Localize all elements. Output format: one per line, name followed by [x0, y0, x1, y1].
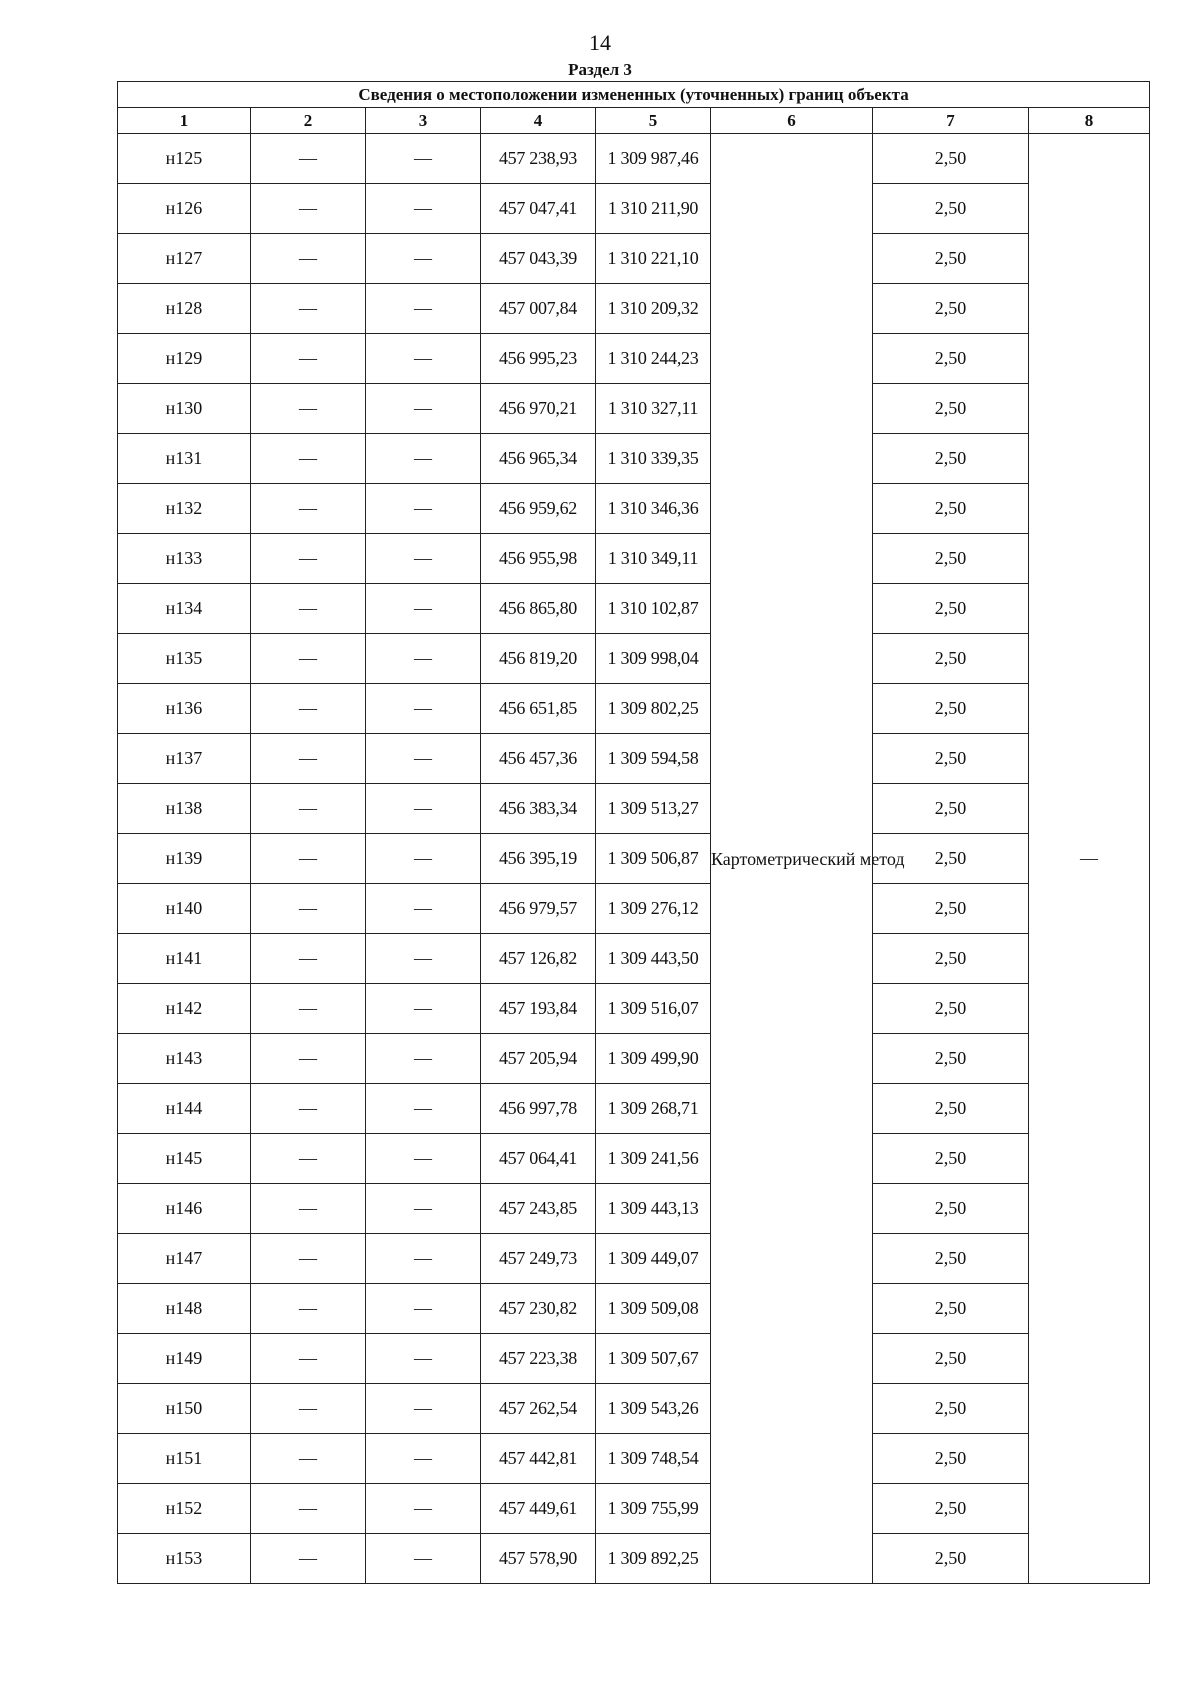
y-coordinate-cell: 1 309 748,54 [596, 1434, 711, 1484]
column-number-7: 7 [873, 108, 1029, 134]
point-cell: н144 [118, 1084, 251, 1134]
col2-cell: — [251, 734, 366, 784]
column-number-2: 2 [251, 108, 366, 134]
col3-cell: — [366, 1434, 481, 1484]
x-coordinate-cell: 457 578,90 [481, 1534, 596, 1584]
point-cell: н133 [118, 534, 251, 584]
point-cell: н139 [118, 834, 251, 884]
col2-cell: — [251, 1034, 366, 1084]
y-coordinate-cell: 1 309 268,71 [596, 1084, 711, 1134]
point-cell: н129 [118, 334, 251, 384]
y-coordinate-cell: 1 310 346,36 [596, 484, 711, 534]
x-coordinate-cell: 457 442,81 [481, 1434, 596, 1484]
col2-cell: — [251, 334, 366, 384]
column-number-1: 1 [118, 108, 251, 134]
x-coordinate-cell: 457 243,85 [481, 1184, 596, 1234]
table-row [118, 934, 1150, 984]
y-coordinate-cell: 1 310 327,11 [596, 384, 711, 434]
col3-cell: — [366, 284, 481, 334]
point-cell: н136 [118, 684, 251, 734]
y-coordinate-cell: 1 309 594,58 [596, 734, 711, 784]
x-coordinate-cell: 456 959,62 [481, 484, 596, 534]
point-cell: н125 [118, 134, 251, 184]
accuracy-cell: 2,50 [873, 184, 1029, 234]
x-coordinate-cell: 456 970,21 [481, 384, 596, 434]
table-row [118, 1434, 1150, 1484]
col3-cell: — [366, 734, 481, 784]
table-row [118, 834, 1150, 884]
point-cell: н132 [118, 484, 251, 534]
point-cell: н150 [118, 1384, 251, 1434]
table-row [118, 1484, 1150, 1534]
col2-cell: — [251, 784, 366, 834]
point-cell: н143 [118, 1034, 251, 1084]
section-title: Раздел 3 [568, 60, 632, 79]
col3-cell: — [366, 184, 481, 234]
col2-cell: — [251, 1184, 366, 1234]
x-coordinate-cell: 457 126,82 [481, 934, 596, 984]
col3-cell: — [366, 884, 481, 934]
y-coordinate-cell: 1 309 513,27 [596, 784, 711, 834]
table-row [118, 134, 1150, 184]
col2-cell: — [251, 134, 366, 184]
col3-cell: — [366, 134, 481, 184]
col3-cell: — [366, 1034, 481, 1084]
accuracy-cell: 2,50 [873, 734, 1029, 784]
col3-cell: — [366, 434, 481, 484]
table-row [118, 1184, 1150, 1234]
point-cell: н127 [118, 234, 251, 284]
col2-cell: — [251, 184, 366, 234]
point-cell: н130 [118, 384, 251, 434]
accuracy-cell: 2,50 [873, 284, 1029, 334]
x-coordinate-cell: 457 230,82 [481, 1284, 596, 1334]
x-coordinate-cell: 456 997,78 [481, 1084, 596, 1134]
table-row [118, 1384, 1150, 1434]
col2-cell: — [251, 834, 366, 884]
table-row [118, 234, 1150, 284]
col3-cell: — [366, 984, 481, 1034]
accuracy-cell: 2,50 [873, 1184, 1029, 1234]
col2-cell: — [251, 284, 366, 334]
col2-cell: — [251, 534, 366, 584]
accuracy-cell: 2,50 [873, 234, 1029, 284]
y-coordinate-cell: 1 309 443,50 [596, 934, 711, 984]
x-coordinate-cell: 456 395,19 [481, 834, 596, 884]
y-coordinate-cell: 1 310 244,23 [596, 334, 711, 384]
x-coordinate-cell: 457 205,94 [481, 1034, 596, 1084]
table-row [118, 1234, 1150, 1284]
x-coordinate-cell: 457 449,61 [481, 1484, 596, 1534]
col2-cell: — [251, 684, 366, 734]
x-coordinate-cell: 456 955,98 [481, 534, 596, 584]
col3-cell: — [366, 1084, 481, 1134]
col8-cell: — [1029, 134, 1150, 1584]
accuracy-cell: 2,50 [873, 484, 1029, 534]
y-coordinate-cell: 1 310 221,10 [596, 234, 711, 284]
table-row [118, 1534, 1150, 1584]
col2-cell: — [251, 434, 366, 484]
col3-cell: — [366, 684, 481, 734]
col3-cell: — [366, 234, 481, 284]
col2-cell: — [251, 934, 366, 984]
point-cell: н152 [118, 1484, 251, 1534]
point-cell: н142 [118, 984, 251, 1034]
y-coordinate-cell: 1 309 276,12 [596, 884, 711, 934]
y-coordinate-cell: 1 310 349,11 [596, 534, 711, 584]
col3-cell: — [366, 1234, 481, 1284]
x-coordinate-cell: 456 383,34 [481, 784, 596, 834]
accuracy-cell: 2,50 [873, 634, 1029, 684]
y-coordinate-cell: 1 310 209,32 [596, 284, 711, 334]
point-cell: н135 [118, 634, 251, 684]
col2-cell: — [251, 634, 366, 684]
column-number-8: 8 [1029, 108, 1150, 134]
point-cell: н141 [118, 934, 251, 984]
col3-cell: — [366, 1484, 481, 1534]
y-coordinate-cell: 1 309 443,13 [596, 1184, 711, 1234]
x-coordinate-cell: 457 007,84 [481, 284, 596, 334]
accuracy-cell: 2,50 [873, 1284, 1029, 1334]
point-cell: н128 [118, 284, 251, 334]
table-row [118, 434, 1150, 484]
x-coordinate-cell: 456 965,34 [481, 434, 596, 484]
col3-cell: — [366, 484, 481, 534]
col2-cell: — [251, 234, 366, 284]
x-coordinate-cell: 457 064,41 [481, 1134, 596, 1184]
x-coordinate-cell: 456 979,57 [481, 884, 596, 934]
column-number-5: 5 [596, 108, 711, 134]
accuracy-cell: 2,50 [873, 984, 1029, 1034]
point-cell: н131 [118, 434, 251, 484]
y-coordinate-cell: 1 310 102,87 [596, 584, 711, 634]
accuracy-cell: 2,50 [873, 534, 1029, 584]
col2-cell: — [251, 1234, 366, 1284]
y-coordinate-cell: 1 309 543,26 [596, 1384, 711, 1434]
col3-cell: — [366, 1384, 481, 1434]
col2-cell: — [251, 884, 366, 934]
accuracy-cell: 2,50 [873, 1534, 1029, 1584]
table-row [118, 584, 1150, 634]
accuracy-cell: 2,50 [873, 434, 1029, 484]
table-row [118, 384, 1150, 434]
table-row [118, 984, 1150, 1034]
y-coordinate-cell: 1 309 755,99 [596, 1484, 711, 1534]
point-cell: н145 [118, 1134, 251, 1184]
x-coordinate-cell: 456 651,85 [481, 684, 596, 734]
accuracy-cell: 2,50 [873, 1134, 1029, 1184]
col3-cell: — [366, 384, 481, 434]
accuracy-cell: 2,50 [873, 1034, 1029, 1084]
table-row [118, 1084, 1150, 1134]
accuracy-cell: 2,50 [873, 134, 1029, 184]
boundary-coordinates-table [117, 81, 1150, 1584]
col2-cell: — [251, 1534, 366, 1584]
column-number-3: 3 [366, 108, 481, 134]
col3-cell: — [366, 584, 481, 634]
col3-cell: — [366, 634, 481, 684]
col2-cell: — [251, 1434, 366, 1484]
y-coordinate-cell: 1 309 802,25 [596, 684, 711, 734]
page-number: 14 [589, 30, 611, 55]
x-coordinate-cell: 457 249,73 [481, 1234, 596, 1284]
col3-cell: — [366, 334, 481, 384]
accuracy-cell: 2,50 [873, 1234, 1029, 1284]
x-coordinate-cell: 456 457,36 [481, 734, 596, 784]
accuracy-cell: 2,50 [873, 384, 1029, 434]
col3-cell: — [366, 784, 481, 834]
col2-cell: — [251, 1284, 366, 1334]
y-coordinate-cell: 1 309 499,90 [596, 1034, 711, 1084]
column-number-row [118, 108, 1150, 134]
table-row [118, 334, 1150, 384]
point-cell: н153 [118, 1534, 251, 1584]
accuracy-cell: 2,50 [873, 784, 1029, 834]
accuracy-cell: 2,50 [873, 884, 1029, 934]
y-coordinate-cell: 1 309 507,67 [596, 1334, 711, 1384]
y-coordinate-cell: 1 309 987,46 [596, 134, 711, 184]
table-caption: Сведения о местоположении измененных (уточненных) границ объекта [118, 82, 1150, 108]
y-coordinate-cell: 1 309 516,07 [596, 984, 711, 1034]
x-coordinate-cell: 457 193,84 [481, 984, 596, 1034]
y-coordinate-cell: 1 310 339,35 [596, 434, 711, 484]
x-coordinate-cell: 457 223,38 [481, 1334, 596, 1384]
accuracy-cell: 2,50 [873, 1484, 1029, 1534]
y-coordinate-cell: 1 310 211,90 [596, 184, 711, 234]
table-row [118, 784, 1150, 834]
col3-cell: — [366, 1134, 481, 1184]
y-coordinate-cell: 1 309 241,56 [596, 1134, 711, 1184]
col3-cell: — [366, 1184, 481, 1234]
point-cell: н148 [118, 1284, 251, 1334]
table-row [118, 1334, 1150, 1384]
x-coordinate-cell: 457 047,41 [481, 184, 596, 234]
column-number-6: 6 [711, 108, 873, 134]
table-row [118, 684, 1150, 734]
x-coordinate-cell: 457 043,39 [481, 234, 596, 284]
col3-cell: — [366, 1284, 481, 1334]
table-row [118, 284, 1150, 334]
table-row [118, 884, 1150, 934]
point-cell: н137 [118, 734, 251, 784]
col2-cell: — [251, 384, 366, 434]
method-cell: Картометрический метод [711, 134, 873, 1584]
x-coordinate-cell: 456 819,20 [481, 634, 596, 684]
table-body [118, 134, 1150, 1584]
table-row [118, 734, 1150, 784]
accuracy-cell: 2,50 [873, 1384, 1029, 1434]
point-cell: н126 [118, 184, 251, 234]
y-coordinate-cell: 1 309 509,08 [596, 1284, 711, 1334]
accuracy-cell: 2,50 [873, 934, 1029, 984]
accuracy-cell: 2,50 [873, 1334, 1029, 1384]
point-cell: н147 [118, 1234, 251, 1284]
y-coordinate-cell: 1 309 449,07 [596, 1234, 711, 1284]
accuracy-cell: 2,50 [873, 834, 1029, 884]
accuracy-cell: 2,50 [873, 1434, 1029, 1484]
col3-cell: — [366, 834, 481, 884]
column-number-4: 4 [481, 108, 596, 134]
col3-cell: — [366, 534, 481, 584]
point-cell: н140 [118, 884, 251, 934]
accuracy-cell: 2,50 [873, 584, 1029, 634]
col2-cell: — [251, 584, 366, 634]
x-coordinate-cell: 457 238,93 [481, 134, 596, 184]
accuracy-cell: 2,50 [873, 684, 1029, 734]
col2-cell: — [251, 1084, 366, 1134]
y-coordinate-cell: 1 309 506,87 [596, 834, 711, 884]
col2-cell: — [251, 1334, 366, 1384]
col2-cell: — [251, 1484, 366, 1534]
table-row [118, 634, 1150, 684]
table-row [118, 184, 1150, 234]
y-coordinate-cell: 1 309 892,25 [596, 1534, 711, 1584]
accuracy-cell: 2,50 [873, 1084, 1029, 1134]
x-coordinate-cell: 456 865,80 [481, 584, 596, 634]
x-coordinate-cell: 456 995,23 [481, 334, 596, 384]
table-row [118, 1034, 1150, 1084]
col2-cell: — [251, 1384, 366, 1434]
col2-cell: — [251, 1134, 366, 1184]
table-row [118, 1284, 1150, 1334]
table-row [118, 1134, 1150, 1184]
y-coordinate-cell: 1 309 998,04 [596, 634, 711, 684]
x-coordinate-cell: 457 262,54 [481, 1384, 596, 1434]
point-cell: н134 [118, 584, 251, 634]
table-row [118, 534, 1150, 584]
col3-cell: — [366, 1334, 481, 1384]
col3-cell: — [366, 1534, 481, 1584]
col2-cell: — [251, 484, 366, 534]
point-cell: н138 [118, 784, 251, 834]
col2-cell: — [251, 984, 366, 1034]
accuracy-cell: 2,50 [873, 334, 1029, 384]
point-cell: н146 [118, 1184, 251, 1234]
point-cell: н151 [118, 1434, 251, 1484]
point-cell: н149 [118, 1334, 251, 1384]
col3-cell: — [366, 934, 481, 984]
table-row [118, 484, 1150, 534]
